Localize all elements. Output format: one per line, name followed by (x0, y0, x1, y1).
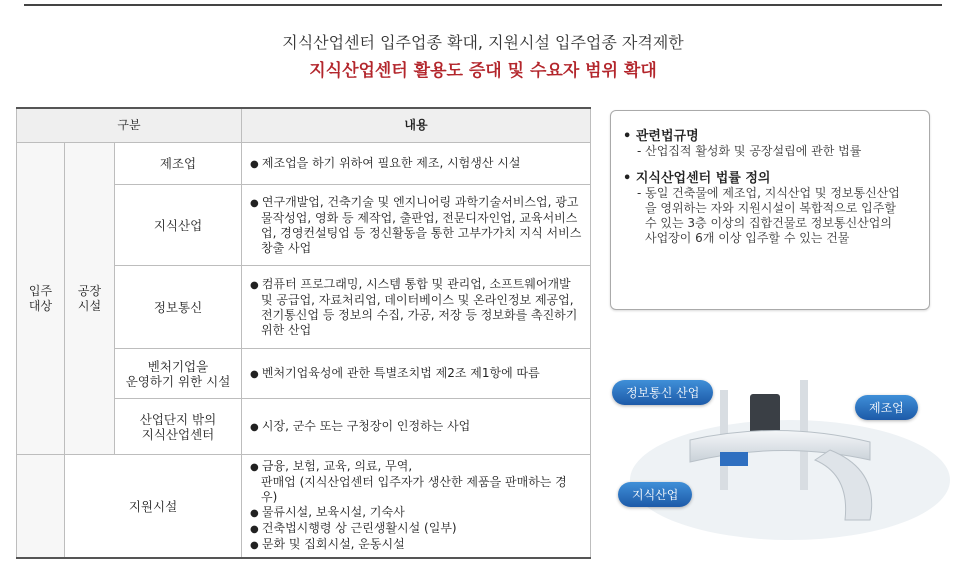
occupancy-table (16, 107, 591, 559)
definition-text-line: 을 영위하는 자와 지원시설이 복합적으로 입주할 (645, 201, 896, 215)
page-title: 지식산업센터 활용도 증대 및 수요자 범위 확대 (309, 61, 657, 81)
content-item: ● 문화 및 집회시설, 운동시설 (250, 537, 582, 553)
top-rule (24, 4, 942, 6)
content-ict (242, 266, 591, 349)
page-subtitle: 지식산업센터 입주업종 확대, 지원시설 입주업종 자격제한 (282, 33, 684, 52)
definition-text-line: 수 있는 3층 이상의 집합건물로 정보통신산업의 (645, 216, 892, 230)
group-occupancy-target-cont (17, 455, 65, 559)
category-line: 운영하기 위한 시설 (125, 373, 231, 389)
tag-knowledge-industry: 지식산업 (618, 482, 692, 507)
content-support-facility (242, 455, 591, 559)
tag-ict-industry: 정보통신 산업 (612, 380, 713, 405)
tag-manufacturing: 제조업 (855, 395, 918, 420)
group-factory-facility: 공장 시설 (65, 143, 115, 455)
definition-text-line: - 동일 건축물에 제조업, 지식산업 및 정보통신산업 (637, 186, 900, 200)
category-line: 산업단지 밖의 (139, 411, 217, 427)
category-line: 지식산업센터 (141, 426, 215, 442)
definition-text-law: - 산업집적 활성화 및 공장설립에 관한 법률 (637, 144, 862, 158)
content-knowledge-industry (242, 185, 591, 266)
content-item: ● 컴퓨터 프로그래밍, 시스템 통합 및 관리업, 소프트웨어개발 및 공급업, 자료처리업, 데이터베이스 및 온라인정보 제공업, 전기통신업 등 정보의 수집, 가공, 저장 등 정보화를 촉진하기 위한 산업 (250, 277, 582, 338)
content-venture (242, 349, 591, 399)
table-row (17, 455, 591, 559)
content-item: ● 벤처기업육성에 관한 특별조치법 제2조 제1항에 따름 (250, 366, 582, 382)
category-ict: 정보통신 (115, 266, 242, 349)
table-row (17, 143, 591, 185)
definition-heading-legal: • 지식산업센터 법률 정의 (623, 171, 919, 186)
definition-heading-law: • 관련법규명 (623, 129, 919, 144)
definition-box (610, 110, 930, 310)
category-support-facility: 지원시설 (65, 455, 242, 559)
content-item: ● 제조업을 하기 위하여 필요한 제조, 시험생산 시설 (250, 156, 582, 172)
table-header-row (17, 108, 591, 143)
content-manufacturing (242, 143, 591, 185)
content-item-cont: 판매업 (지식산업센터 입주자가 생산한 제품을 판매하는 경우) (261, 475, 567, 504)
content-item: ● 금융, 보험, 교육, 의료, 무역, (250, 459, 582, 475)
col-category-header: 구분 (17, 108, 242, 143)
category-line: 벤처기업을 (147, 358, 209, 374)
monitor-icon (720, 452, 748, 466)
content-item: ● 건축법시행령 상 근린생활시설 (일부) (250, 521, 582, 537)
category-outside-complex (115, 399, 242, 455)
col-content-header: 내용 (242, 108, 591, 143)
content-item: ● 시장, 군수 또는 구청장이 인정하는 사업 (250, 419, 582, 435)
group-occupancy-target: 입주 대상 (17, 143, 65, 455)
category-knowledge-industry: 지식산업 (115, 185, 242, 266)
category-manufacturing: 제조업 (115, 143, 242, 185)
content-outside-complex (242, 399, 591, 455)
office-illustration (600, 370, 950, 570)
definition-text-line: 사업장이 6개 이상 입주할 수 있는 건물 (645, 231, 850, 245)
content-item: ● 연구개발업, 건축기술 및 엔지니어링 과학기술서비스업, 광고물작성업, 영화 등 제작업, 출판업, 전문디자인업, 교육서비스업, 경영컨설팅업 등 정신활동을 통한 고부가가치 지식 서비스 창출 사업 (250, 195, 582, 256)
content-item: ● 물류시설, 보육시설, 기숙사 (250, 505, 582, 521)
category-venture (115, 349, 242, 399)
